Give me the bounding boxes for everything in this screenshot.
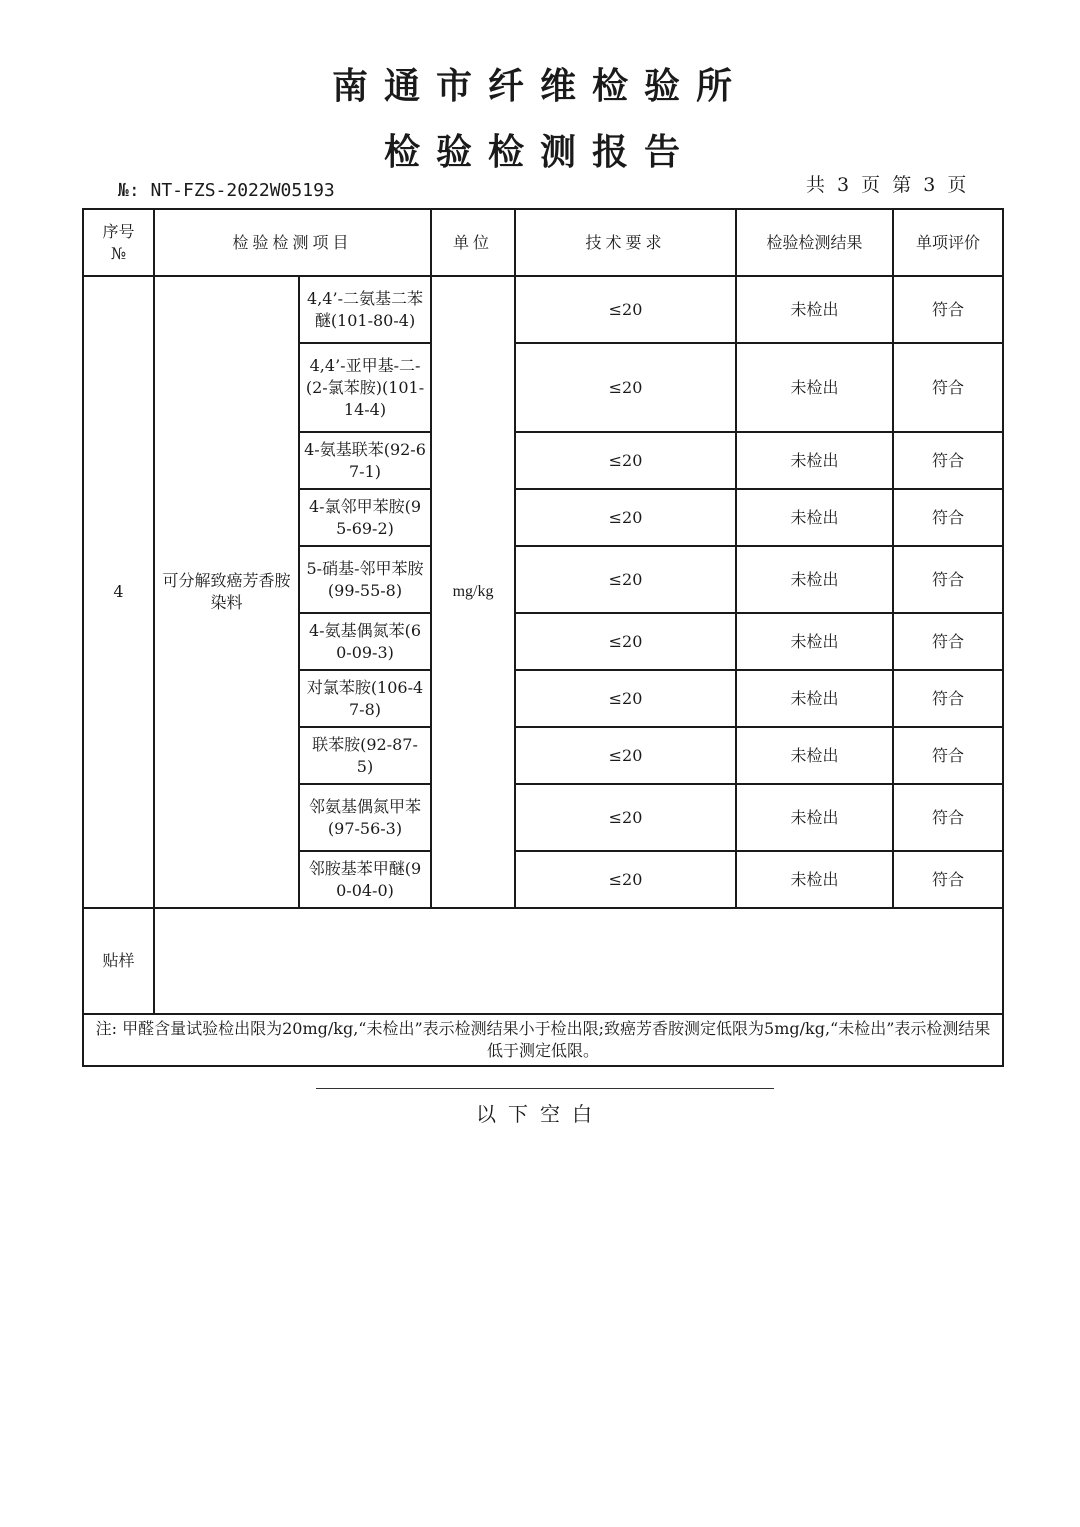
result-cell: 未检出 — [736, 784, 893, 851]
result-cell: 未检出 — [736, 343, 893, 432]
header-evaluation: 单项评价 — [893, 209, 1003, 276]
result-cell: 未检出 — [736, 727, 893, 784]
report-title: 检验检测报告 — [383, 131, 696, 173]
header-seq-line1: 序号 — [102, 221, 135, 241]
report-number: №: NT-FZS-2022W05193 — [118, 180, 335, 201]
item-name-cell: 对氯苯胺(106-47-8) — [299, 670, 431, 727]
evaluation-cell: 符合 — [893, 276, 1003, 343]
evaluation-cell: 符合 — [893, 432, 1003, 489]
item-name-cell: 4-氨基偶氮苯(60-09-3) — [299, 613, 431, 670]
requirement-cell: ≤20 — [515, 546, 736, 613]
header-item: 检验检测项目 — [154, 209, 431, 276]
evaluation-cell: 符合 — [893, 546, 1003, 613]
end-text: 以下空白 — [476, 1102, 604, 1126]
group-seq-cell: 4 — [83, 276, 154, 908]
note-row — [83, 1014, 1003, 1066]
evaluation-cell: 符合 — [893, 343, 1003, 432]
item-name-cell: 5-硝基-邻甲苯胺(99-55-8) — [299, 546, 431, 613]
table-row — [83, 276, 1003, 343]
requirement-cell: ≤20 — [515, 276, 736, 343]
evaluation-cell: 符合 — [893, 613, 1003, 670]
evaluation-cell: 符合 — [893, 851, 1003, 908]
requirement-cell: ≤20 — [515, 670, 736, 727]
note-text: 注: 甲醛含量试验检出限为20mg/kg,“未检出”表示检测结果小于检出限;致癌芳香胺测定低限为5mg/kg,“未检出”表示检测结果低于测定低限。 — [83, 1014, 1003, 1066]
requirement-cell: ≤20 — [515, 432, 736, 489]
header-requirement: 技术要求 — [515, 209, 736, 276]
end-divider — [316, 1088, 774, 1089]
item-name-cell: 4-氯邻甲苯胺(95-69-2) — [299, 489, 431, 546]
item-name-cell: 联苯胺(92-87-5) — [299, 727, 431, 784]
sample-row — [83, 908, 1003, 1014]
requirement-cell: ≤20 — [515, 489, 736, 546]
result-cell: 未检出 — [736, 546, 893, 613]
result-cell: 未检出 — [736, 489, 893, 546]
requirement-cell: ≤20 — [515, 613, 736, 670]
requirement-cell: ≤20 — [515, 343, 736, 432]
item-name-cell: 4-氨基联苯(92-67-1) — [299, 432, 431, 489]
item-name-cell: 4,4’-二氨基二苯醚(101-80-4) — [299, 276, 431, 343]
sample-label: 贴样 — [83, 908, 154, 1014]
result-cell: 未检出 — [736, 432, 893, 489]
evaluation-cell: 符合 — [893, 489, 1003, 546]
evaluation-cell: 符合 — [893, 784, 1003, 851]
header-seq — [83, 209, 154, 276]
evaluation-cell: 符合 — [893, 670, 1003, 727]
result-cell: 未检出 — [736, 276, 893, 343]
header-result: 检验检测结果 — [736, 209, 893, 276]
header-unit: 单位 — [431, 209, 515, 276]
evaluation-cell: 符合 — [893, 727, 1003, 784]
institute-title: 南通市纤维检验所 — [331, 65, 748, 107]
page-info: 共 3 页 第 3 页 — [806, 174, 970, 196]
result-cell: 未检出 — [736, 613, 893, 670]
requirement-cell: ≤20 — [515, 784, 736, 851]
requirement-cell: ≤20 — [515, 727, 736, 784]
item-name-cell: 邻胺基苯甲醚(90-04-0) — [299, 851, 431, 908]
header-row — [83, 209, 1003, 276]
item-name-cell: 4,4’-亚甲基-二-(2-氯苯胺)(101-14-4) — [299, 343, 431, 432]
result-cell: 未检出 — [736, 670, 893, 727]
sample-area — [154, 908, 1003, 1014]
requirement-cell: ≤20 — [515, 851, 736, 908]
group-unit-cell: mg/kg — [431, 276, 515, 908]
group-category-cell: 可分解致癌芳香胺染料 — [154, 276, 299, 908]
results-table — [82, 208, 1004, 1067]
result-cell: 未检出 — [736, 851, 893, 908]
header-seq-line2: № — [110, 243, 127, 263]
item-name-cell: 邻氨基偶氮甲苯(97-56-3) — [299, 784, 431, 851]
